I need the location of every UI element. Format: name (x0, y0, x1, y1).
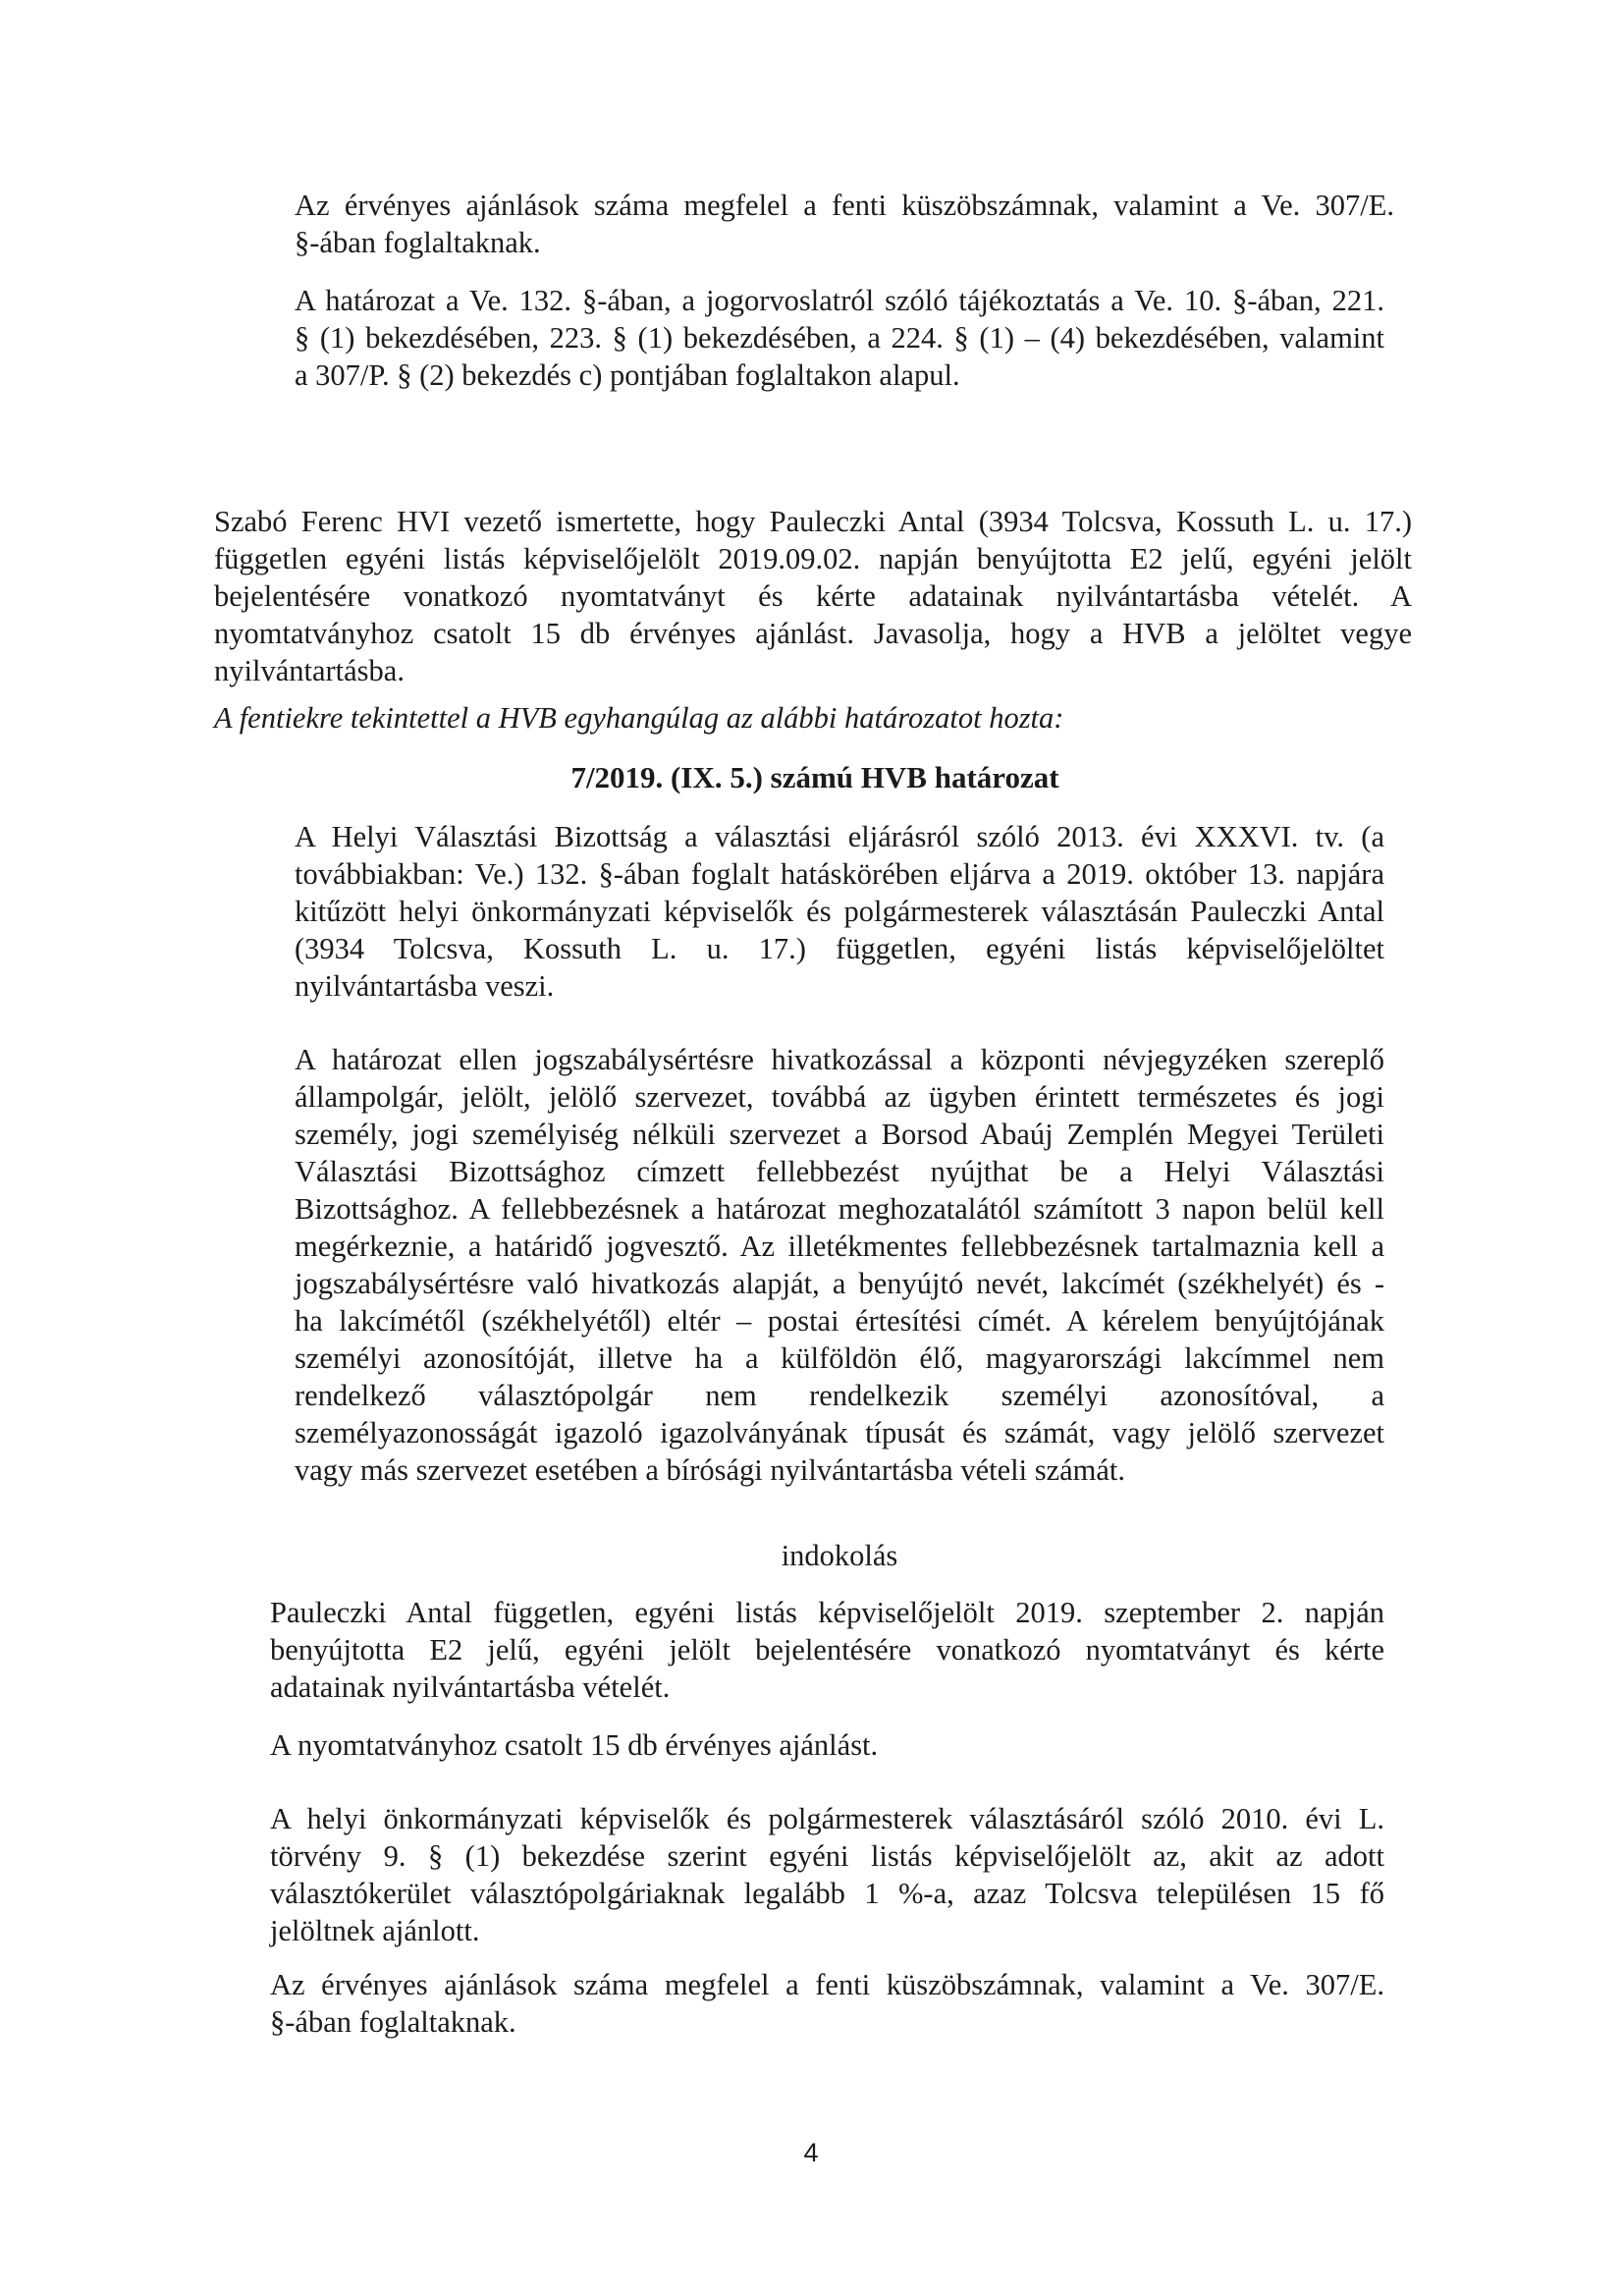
paragraph-resolution (295, 818, 1384, 1005)
paragraph-appeal-info (295, 1041, 1384, 1489)
text-line: független egyéni listás képviselőjelölt 2019.09.02. napján benyújtotta E2 jelű, egyéni jelölt (214, 542, 1412, 575)
text-line: Az érvényes ajánlások száma megfelel a fenti küszöbszámnak, valamint a Ve. 307/E. (295, 189, 1394, 222)
text-line: Az érvényes ajánlások száma megfelel a fenti küszöbszámnak, valamint a Ve. 307/E. (270, 1968, 1384, 2001)
text-line: kitűzött helyi önkormányzati képviselők és polgármesterek választásán Pauleczki Antal (295, 895, 1384, 928)
text-line: A nyomtatványhoz csatolt 15 db érvényes ajánlást. (270, 1728, 879, 1762)
text-line: §-ában foglaltaknak. (270, 2005, 516, 2039)
text-line: bejelentésére vonatkozó nyomtatványt és kérte adatainak nyilvántartásba vételét. A (214, 579, 1412, 613)
text-line: nyilvántartásba veszi. (295, 969, 555, 1003)
text-line: jogszabálysértésre való hivatkozás alapját, a benyújtó nevét, lakcímét (székhelyét) és - (295, 1267, 1384, 1300)
text-line: ha lakcímétől (székhelyétől) eltér – postai értesítési címét. A kérelem benyújtójának (295, 1304, 1384, 1338)
text-line: Szabó Ferenc HVI vezető ismertette, hogy Pauleczki Antal (3934 Tolcsva, Kossuth L. u. 17.) (214, 505, 1412, 538)
text-line: állampolgár, jelölt, jelölő szervezet, továbbá az ügyben érintett természetes és jogi (295, 1080, 1384, 1114)
text-line: Bizottsághoz. A fellebbezésnek a határozat meghozatalától számított 3 napon belül kell (295, 1192, 1384, 1226)
text-line: (3934 Tolcsva, Kossuth L. u. 17.) független, egyéni listás képviselőjelöltet (295, 932, 1384, 965)
text-line: továbbiakban: Ve.) 132. §-ában foglalt hatáskörében eljárva a 2019. október 13. napjára (295, 857, 1384, 891)
text-line: nyomtatványhoz csatolt 15 db érvényes ajánlást. Javasolja, hogy a HVB a jelöltet vegye (214, 617, 1412, 650)
text-line: választókerület választópolgáriaknak legalább 1 %-a, azaz Tolcsva településen 15 fő (270, 1877, 1384, 1910)
text-line: személyazonosságát igazoló igazolványának típusát és számát, vagy jelölő szervezet (295, 1416, 1384, 1449)
text-line: megérkeznie, a határidő jogvesztő. Az illetékmentes fellebbezésnek tartalmaznia kell a (295, 1230, 1384, 1263)
resolution-title-text: 7/2019. (IX. 5.) számú HVB határozat (570, 760, 1059, 794)
reasoning-title (295, 1537, 1384, 1574)
text-line: adatainak nyilvántartásba vételét. (270, 1670, 671, 1704)
text-line: jelöltnek ajánlott. (270, 1914, 480, 1947)
paragraph-law-reference (270, 1800, 1384, 1949)
text-line: Pauleczki Antal független, egyéni listás képviselőjelölt 2019. szeptember 2. napján (270, 1596, 1384, 1629)
paragraph-legal-basis (295, 282, 1384, 394)
paragraph-ajanlasok-bottom (270, 1966, 1384, 2041)
text-line: személyi azonosítóját, illetve ha a külföldön élő, magyarországi lakcímmel nem (295, 1341, 1384, 1375)
text-line: rendelkező választópolgár nem rendelkezik személyi azonosítóval, a (295, 1379, 1384, 1412)
paragraph-hvi-report (214, 503, 1412, 689)
text-line: A határozat a Ve. 132. §-ában, a jogorvoslatról szóló tájékoztatás a Ve. 10. §-ában, 221. (295, 284, 1384, 317)
text-line: § (1) bekezdésében, 223. § (1) bekezdésében, a 224. § (1) – (4) bekezdésében, valamint (295, 321, 1384, 355)
resolution-title (295, 759, 1335, 796)
intro-statement (214, 699, 1412, 737)
text-line: Választási Bizottsághoz címzett fellebbezést nyújthat be a Helyi Választási (295, 1155, 1384, 1188)
text-line: A fentiekre tekintettel a HVB egyhangúlag az alábbi határozatot hozta: (214, 701, 1064, 735)
page-number-text: 4 (803, 2138, 819, 2167)
text-line: A Helyi Választási Bizottság a választási eljárásról szóló 2013. évi XXXVI. tv. (a (295, 820, 1384, 853)
text-line: benyújtotta E2 jelű, egyéni jelölt bejelentésére vonatkozó nyomtatványt és kérte (270, 1633, 1384, 1667)
paragraph-ajanlasok-top (295, 187, 1394, 261)
text-line: a 307/P. § (2) bekezdés c) pontjában foglaltakon alapul. (295, 358, 960, 392)
paragraph-reasoning-filing (270, 1594, 1384, 1706)
text-line: A helyi önkormányzati képviselők és polgármesterek választásáról szóló 2010. évi L. (270, 1802, 1384, 1835)
text-line: A határozat ellen jogszabálysértésre hivatkozással a központi névjegyzéken szereplő (295, 1043, 1384, 1076)
text-line: §-ában foglaltaknak. (295, 226, 541, 259)
text-line: nyilvántartásba. (214, 654, 405, 687)
reasoning-title-text: indokolás (781, 1539, 898, 1572)
page-number (762, 2134, 860, 2171)
text-line: törvény 9. § (1) bekezdése szerint egyéni listás képviselőjelölt az, akit az adott (270, 1839, 1384, 1873)
text-line: vagy más szervezet esetében a bírósági nyilvántartásba vételi számát. (295, 1453, 1126, 1487)
paragraph-recommendations (270, 1726, 1384, 1764)
text-line: személy, jogi személyiség nélküli szervezet a Borsod Abaúj Zemplén Megyei Területi (295, 1118, 1384, 1151)
